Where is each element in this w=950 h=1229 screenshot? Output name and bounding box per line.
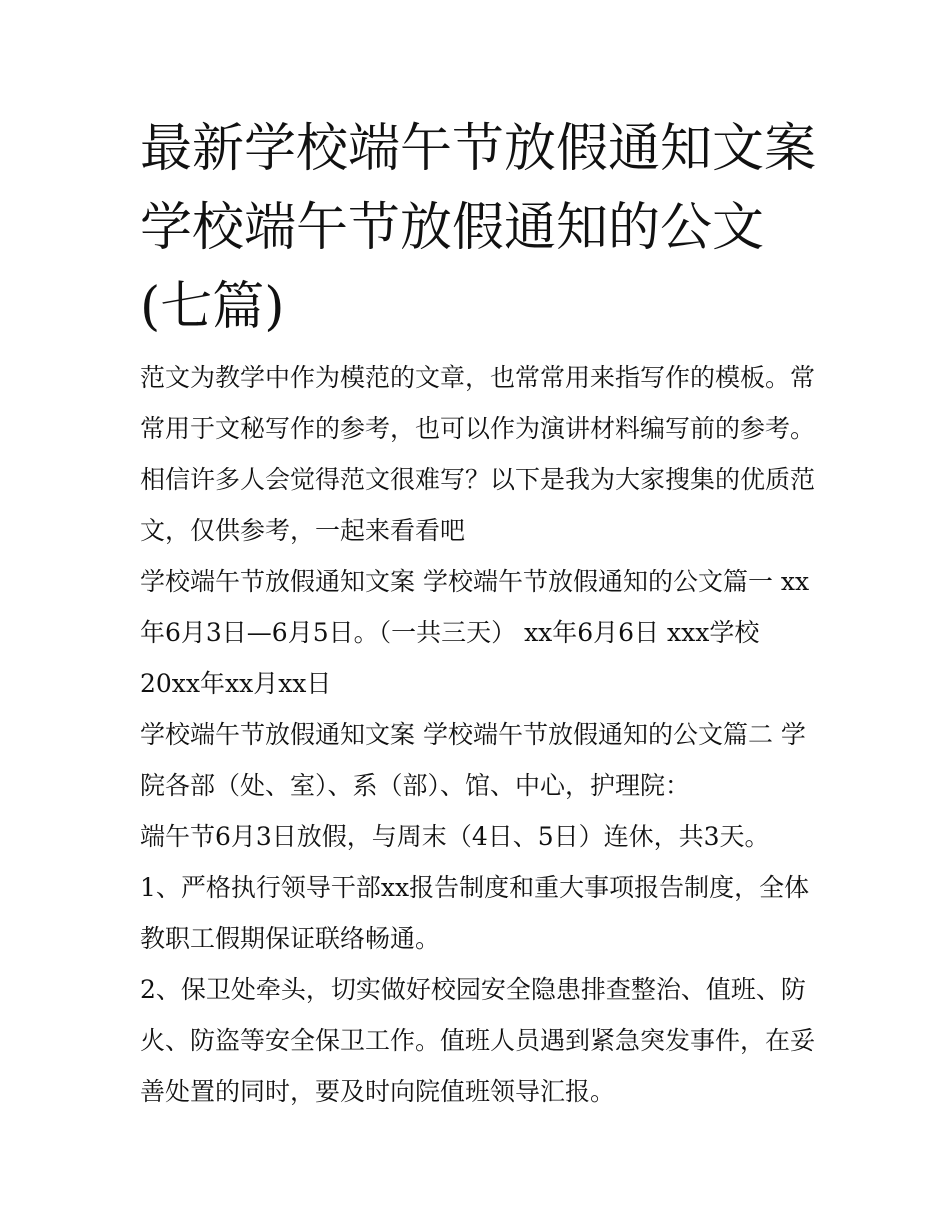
paragraph-item-2: 2、保卫处牵头，切实做好校园安全隐患排查整治、值班、防火、防盗等安全保卫工作。值班人员遇到紧急突发事件，在妥善处置的同时，要及时向院值班领导汇报。 (140, 975, 816, 1106)
document-title: 最新学校端午节放假通知文案学校端午节放假通知的公文(七篇) (140, 119, 817, 337)
paragraph-notice-one: 学校端午节放假通知文案 学校端午节放假通知的公文篇一 xx年6月3日—6月5日。（一共三天） xx年6月6日 xxx学校 20xx年xx月xx日 (140, 567, 810, 698)
paragraph-notice-two: 学校端午节放假通知文案 学校端午节放假通知的公文篇二 学院各部（处、室）、系（部）、馆、中心，护理院： (140, 720, 806, 800)
paragraph-item-1: 1、严格执行领导干部xx报告制度和重大事项报告制度，全体教职工假期保证联络畅通。 (140, 873, 810, 953)
paragraph-intro: 范文为教学中作为模范的文章，也常常用来指写作的模板。常常用于文秘写作的参考，也可以作为演讲材料编写前的参考。相信许多人会觉得范文很难写？以下是我为大家搜集的优质范文，仅供参考，一起来看看吧 (140, 363, 816, 545)
document-body (140, 352, 820, 1117)
paragraph-holiday-dates: 端午节6月3日放假，与周末（4日、5日）连休，共3天。 (140, 822, 770, 851)
